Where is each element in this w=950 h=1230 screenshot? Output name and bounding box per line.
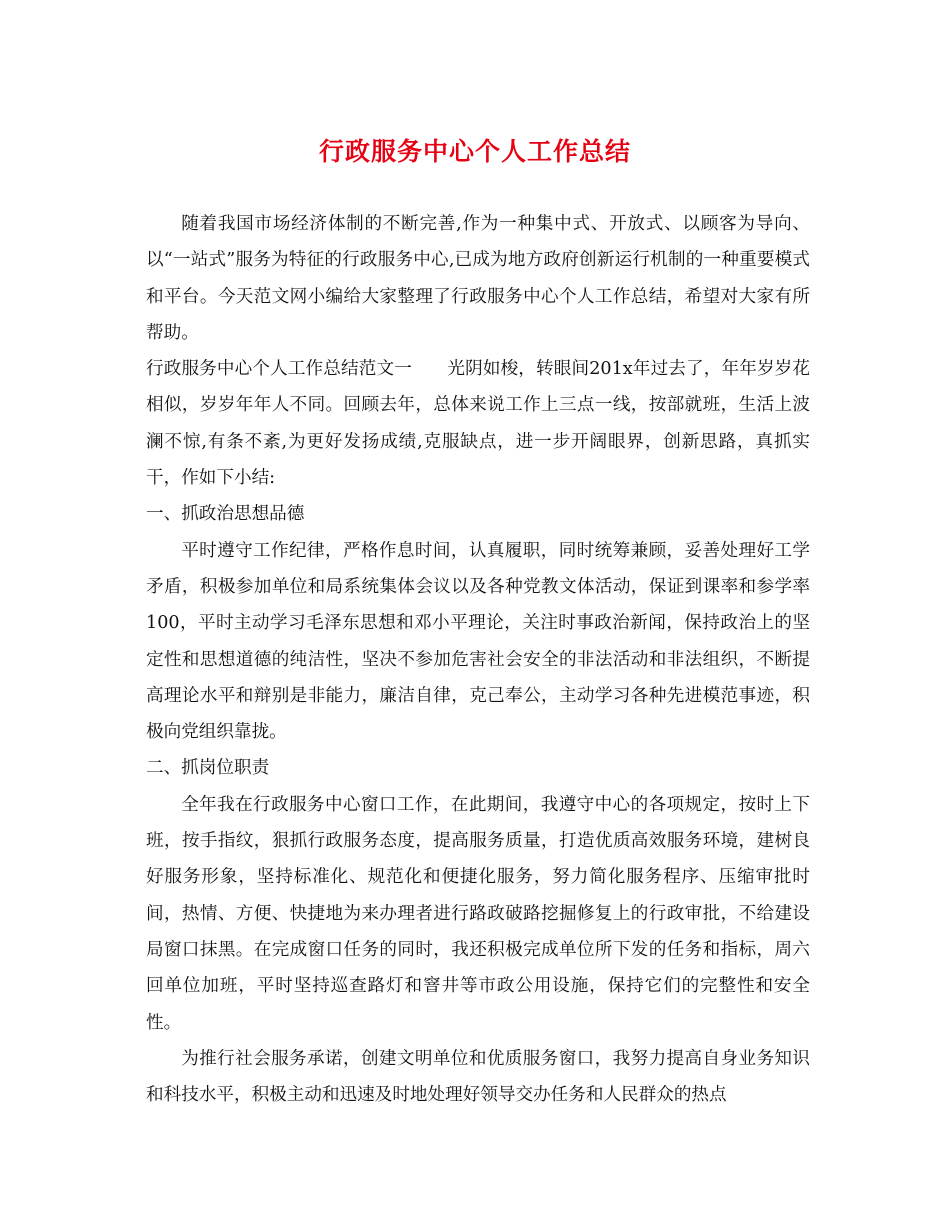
service-paragraph: 为推行社会服务承诺，创建文明单位和优质服务窗口，我努力提高自身业务知识和科技水平，积极主动和迅速及时地处理好领导交办任务和人民群众的热点 bbox=[146, 1048, 810, 1106]
political-paragraph: 平时遵守工作纪律，严格作息时间，认真履职，同时统筹兼顾，妥善处理好工学矛盾，积极参加单位和局系统集体会议以及各种党教文体活动，保证到课率和参学率100，平时主动学习毛泽东思想和邓小平理论，关注时事政治新闻，保持政治上的坚定性和思想道德的纯洁性，坚决不参加危害社会安全的非法活动和非法组织，不断提高理论水平和辩别是非能力，廉洁自律，克己奉公，主动学习各种先进模范事迹，积极向党组织靠拢。 bbox=[146, 540, 810, 743]
section-heading-political: 一、抓政治思想品德 bbox=[146, 504, 305, 525]
section-heading-duties: 二、抓岗位职责 bbox=[146, 758, 270, 779]
sample-intro-paragraph: 行政服务中心个人工作总结范文一 光阴如梭，转眼间201x年过去了，年年岁岁花相似，岁岁年年人不同。回顾去年，总体来说工作上三点一线，按部就班，生活上波澜不惊,有条不紊,为更好发扬成绩,克服缺点，进一步开阔眼界，创新思路，真抓实干，作如下小结: bbox=[146, 359, 810, 489]
document-body bbox=[146, 206, 810, 1113]
document-title: 行政服务中心个人工作总结 bbox=[318, 137, 631, 166]
duties-paragraph: 全年我在行政服务中心窗口工作，在此期间，我遵守中心的各项规定，按时上下班，按手指纹，狠抓行政服务态度，提高服务质量，打造优质高效服务环境，建树良好服务形象，坚持标准化、规范化和便捷化服务，努力简化服务程序、压缩审批时间，热情、方便、快捷地为来办理者进行路政破路挖掘修复上的行政审批，不给建设局窗口抹黑。在完成窗口任务的同时，我还积极完成单位所下发的任务和指标，周六回单位加班，平时坚持巡查路灯和窨井等市政公用设施，保持它们的完整性和安全性。 bbox=[146, 794, 810, 1033]
intro-paragraph: 随着我国市场经济体制的不断完善,作为一种集中式、开放式、以顾客为导向、以“一站式”服务为特征的行政服务中心,已成为地方政府创新运行机制的一种重要模式和平台。今天范文网小编给大家整理了行政服务中心个人工作总结，希望对大家有所帮助。 bbox=[146, 214, 810, 343]
